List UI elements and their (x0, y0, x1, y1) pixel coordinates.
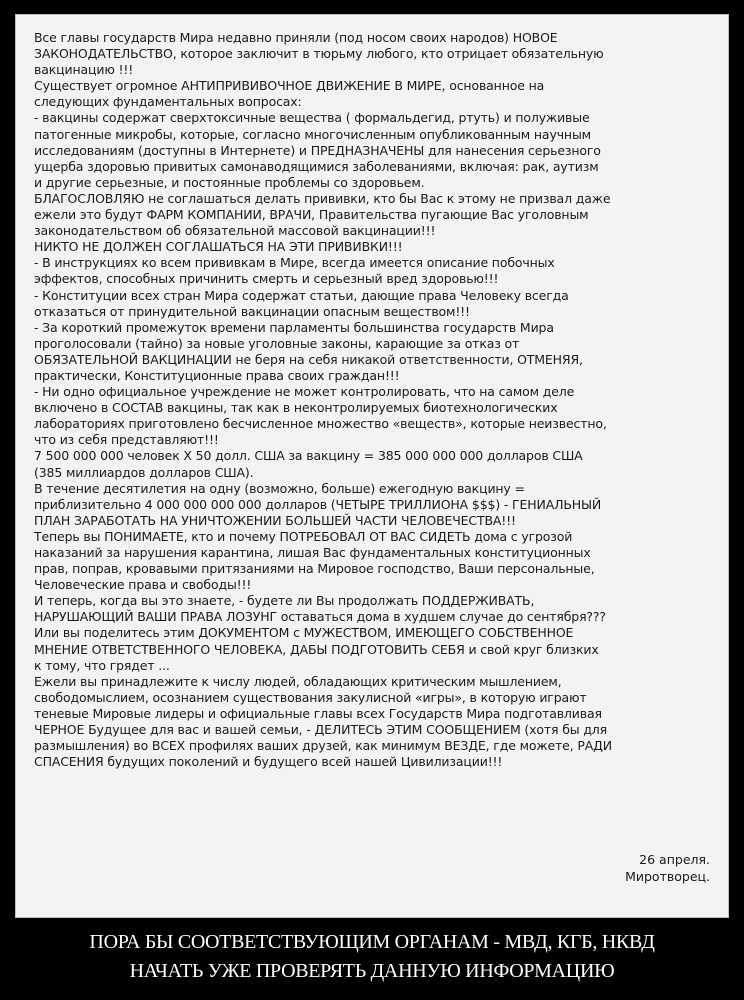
document-line: ЧЕРНОЕ Будущее для вас и вашей семьи, - ДЕЛИТЕСЬ ЭТИМ СООБЩЕНИЕМ (хотя бы для (34, 722, 608, 738)
document-line: Теперь вы ПОНИМАЕТЕ, кто и почему ПОТРЕБОВАЛ ОТ ВАС СИДЕТЬ дома с угрозой (34, 528, 573, 544)
document-line: ежели это будут ФАРМ КОМПАНИИ, ВРАЧИ, Правительства пугающие Вас уголовным (34, 207, 589, 223)
document-body (34, 30, 724, 770)
document-line: И теперь, когда вы это знаете, - будете ли Вы продолжать ПОДДЕРЖИВАТЬ, (34, 593, 535, 609)
document-line: отказаться от принудительной вакцинации опасным веществом!!! (34, 303, 470, 319)
document-line: ущерба здоровью привитых самонаводящимися заболеваниями, включая: рак, аутизм (34, 158, 599, 174)
document-line: и другие серьезные, и постоянные проблемы со здоровьем. (34, 174, 425, 190)
document-author: Миротворец. (625, 869, 710, 884)
document-line: МНЕНИЕ ОТВЕТСТВЕННОГО ЧЕЛОВЕКА, ДАБЫ ПОДГОТОВИТЬ СЕБЯ и свой круг близких (34, 641, 599, 657)
document-line: лабораториях приготовлено бесчисленное множество «веществ», которые неизвестно, (34, 416, 607, 432)
document-line: к тому, что грядет ... (34, 657, 170, 673)
document-line: - Конституции всех стран Мира содержат статьи, дающие права Человеку всегда (34, 287, 569, 303)
document-line: включено в СОСТАВ вакцины, так как в неконтролируемых биотехнологических (34, 400, 558, 416)
document-line: Существует огромное АНТИПРИВИВОЧНОЕ ДВИЖЕНИЕ В МИРЕ, основанное на (34, 78, 545, 94)
document-line: эффектов, способных причинить смерть и серьезный вред здоровью!!! (34, 271, 499, 287)
document-line: - За короткий промежуток времени парламенты большинства государств Мира (34, 319, 554, 335)
document-line: законодательством об обязательной массовой вакцинации!!! (34, 223, 436, 239)
caption-line-1: ПОРА БЫ СООТВЕТСТВУЮЩИМ ОРГАНАМ - МВД, КГБ, НКВД (89, 931, 655, 953)
document-date: 26 апреля. (639, 852, 710, 867)
document-line: Человеческие права и свободы!!! (34, 577, 252, 593)
document-line: НАРУШАЮЩИЙ ВАШИ ПРАВА ЛОЗУНГ оставаться дома в худшем случае до сентября??? (34, 609, 606, 625)
document-line: теневые Мировые лидеры и официальные главы всех Государств Мира подготавливая (34, 705, 602, 721)
poster-caption (0, 928, 744, 986)
document-line: практически, Конституционные права своих граждан!!! (34, 367, 400, 383)
document-line: проголосовали (тайно) за новые уголовные законы, карающие за отказ от (34, 335, 520, 351)
document-line: наказаний за нарушения карантина, лишая Вас фундаментальных конституционных (34, 545, 591, 560)
signature-block (625, 851, 710, 885)
document-line: БЛАГОСЛОВЛЯЮ не соглашаться делать прививки, кто бы Вас к этому не призвал даже (34, 190, 611, 206)
document-line: прав, поправ, кровавыми притязаниями на Мировое господство, Ваши персональные, (34, 561, 595, 577)
document-line: что из себя представляют!!! (34, 432, 219, 448)
document-line: Или вы поделитесь этим ДОКУМЕНТОМ с МУЖЕСТВОМ, ИМЕЮЩЕГО СОБСТВЕННОЕ (34, 625, 574, 641)
document-line: Все главы государств Мира недавно приняли (под носом своих народов) НОВОЕ (34, 30, 558, 45)
document-line: Ежели вы принадлежите к числу людей, обладающих критическим мышлением, (34, 673, 562, 689)
document-line: (385 миллиардов долларов США). (34, 464, 254, 480)
document-line: следующих фундаментальных вопросах: (34, 94, 302, 110)
document-line: приблизительно 4 000 000 000 000 долларов (ЧЕТЫРЕ ТРИЛЛИОНА $$$) - ГЕНИАЛЬНЫЙ (34, 496, 602, 512)
document-line: ПЛАН ЗАРАБОТАТЬ НА УНИЧТОЖЕНИИ БОЛЬШЕЙ ЧАСТИ ЧЕЛОВЕЧЕСТВА!!! (34, 512, 516, 528)
document-page (15, 14, 729, 918)
document-line: - вакцины содержат сверхтоксичные вещества ( формальдегид, ртуть) и полуживые (34, 110, 590, 126)
document-line: вакцинацию !!! (34, 62, 134, 78)
document-line: ОБЯЗАТЕЛЬНОЙ ВАКЦИНАЦИИ не беря на себя никакой ответственности, ОТМЕНЯЯ, (34, 351, 583, 367)
document-line: патогенные микробы, которые, согласно многочисленным опубликованным научным (34, 126, 591, 142)
document-line: СПАСЕНИЯ будущих поколений и будущего всей нашей Цивилизации!!! (34, 754, 503, 770)
document-line: - Ни одно официальное учреждение не может контролировать, что на самом деле (34, 384, 575, 400)
document-line: 7 500 000 000 человек X 50 долл. США за вакцину = 385 000 000 000 долларов США (34, 448, 583, 464)
document-line: исследованиям (доступны в Интернете) и ПРЕДНАЗНАЧЕНЫ для нанесения серьезного (34, 142, 601, 158)
document-line: НИКТО НЕ ДОЛЖЕН СОГЛАШАТЬСЯ НА ЭТИ ПРИВИВКИ!!! (34, 239, 403, 255)
caption-line-2: НАЧАТЬ УЖЕ ПРОВЕРЯТЬ ДАННУЮ ИНФОРМАЦИЮ (129, 960, 615, 982)
document-line: В течение десятилетия на одну (возможно, больше) ежегодную вакцину = (34, 480, 525, 496)
document-line: свободомыслием, осознанием существования закулисной «игры», в которую играют (34, 689, 587, 705)
document-line: размышления) во ВСЕХ профилях ваших друзей, как минимум ВЕЗДЕ, где можете, РАДИ (34, 738, 612, 754)
document-line: - В инструкциях ко всем прививкам в Мире, всегда имеется описание побочных (34, 255, 555, 271)
document-line: ЗАКОНОДАТЕЛЬСТВО, которое заключит в тюрьму любого, кто отрицает обязательную (34, 46, 604, 62)
